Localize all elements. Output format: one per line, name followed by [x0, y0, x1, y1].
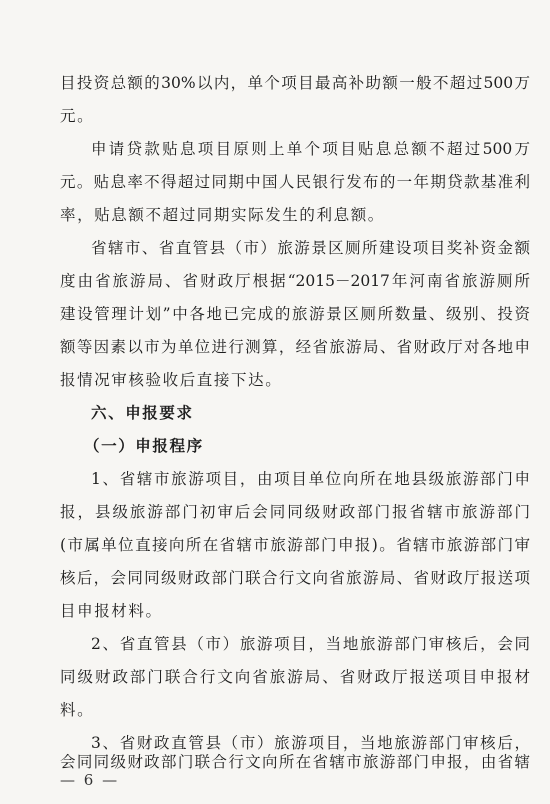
text-line: 省辖市、省直管县（市）旅游景区厕所建设项目奖补资金额 — [91, 239, 530, 257]
text-line: 1、省辖市旅游项目，由项目单位向所在地县级旅游部门申 — [91, 470, 530, 488]
text-line: 度由省旅游局、省财政厅根据“2015－2017年河南省旅游厕所 — [60, 272, 530, 290]
text-line: 率，贴息额不超过同期实际发生的利息额。 — [60, 206, 385, 224]
text-line: 申请贷款贴息项目原则上单个项目贴息总额不超过500万 — [91, 140, 530, 158]
text-line: 料。 — [60, 701, 95, 719]
text-line: 目申报材料。 — [60, 602, 163, 620]
text-line: 3、省财政直管县（市）旅游项目，当地旅游部门审核后， — [91, 734, 530, 752]
text-line: 2、省直管县（市）旅游项目，当地旅游部门审核后，会同 — [91, 635, 530, 653]
text-line: 报，县级旅游部门初审后会同同级财政部门报省辖市旅游部门 — [60, 503, 530, 521]
text-line: 元。 — [60, 107, 95, 125]
text-line: 额等因素以市为单位进行测算，经省旅游局、省财政厅对各地申 — [60, 338, 530, 356]
text-line: 同级财政部门联合行文向省旅游局、省财政厅报送项目申报材 — [60, 668, 530, 686]
text-line: 建设管理计划”中各地已完成的旅游景区厕所数量、级别、投资 — [60, 305, 530, 323]
page-number: — 6 — — [60, 771, 120, 789]
text-line: 核后，会同同级财政部门联合行文向省旅游局、省财政厅报送项 — [60, 569, 530, 587]
subsection-heading: （一）申报程序 — [84, 436, 204, 455]
text-line: 目投资总额的30%以内，单个项目最高补助额一般不超过500万 — [60, 74, 530, 92]
text-line: 会同同级财政部门联合行文向所在省辖市旅游部门申报，由省辖 — [60, 753, 530, 771]
section-heading: 六、申报要求 — [91, 403, 194, 422]
text-line: 元。贴息率不得超过同期中国人民银行发布的一年期贷款基准利 — [60, 173, 530, 191]
text-line: (市属单位直接向所在省辖市旅游部门申报)。省辖市旅游部门审 — [60, 536, 530, 554]
text-line: 报情况审核验收后直接下达。 — [60, 371, 283, 389]
